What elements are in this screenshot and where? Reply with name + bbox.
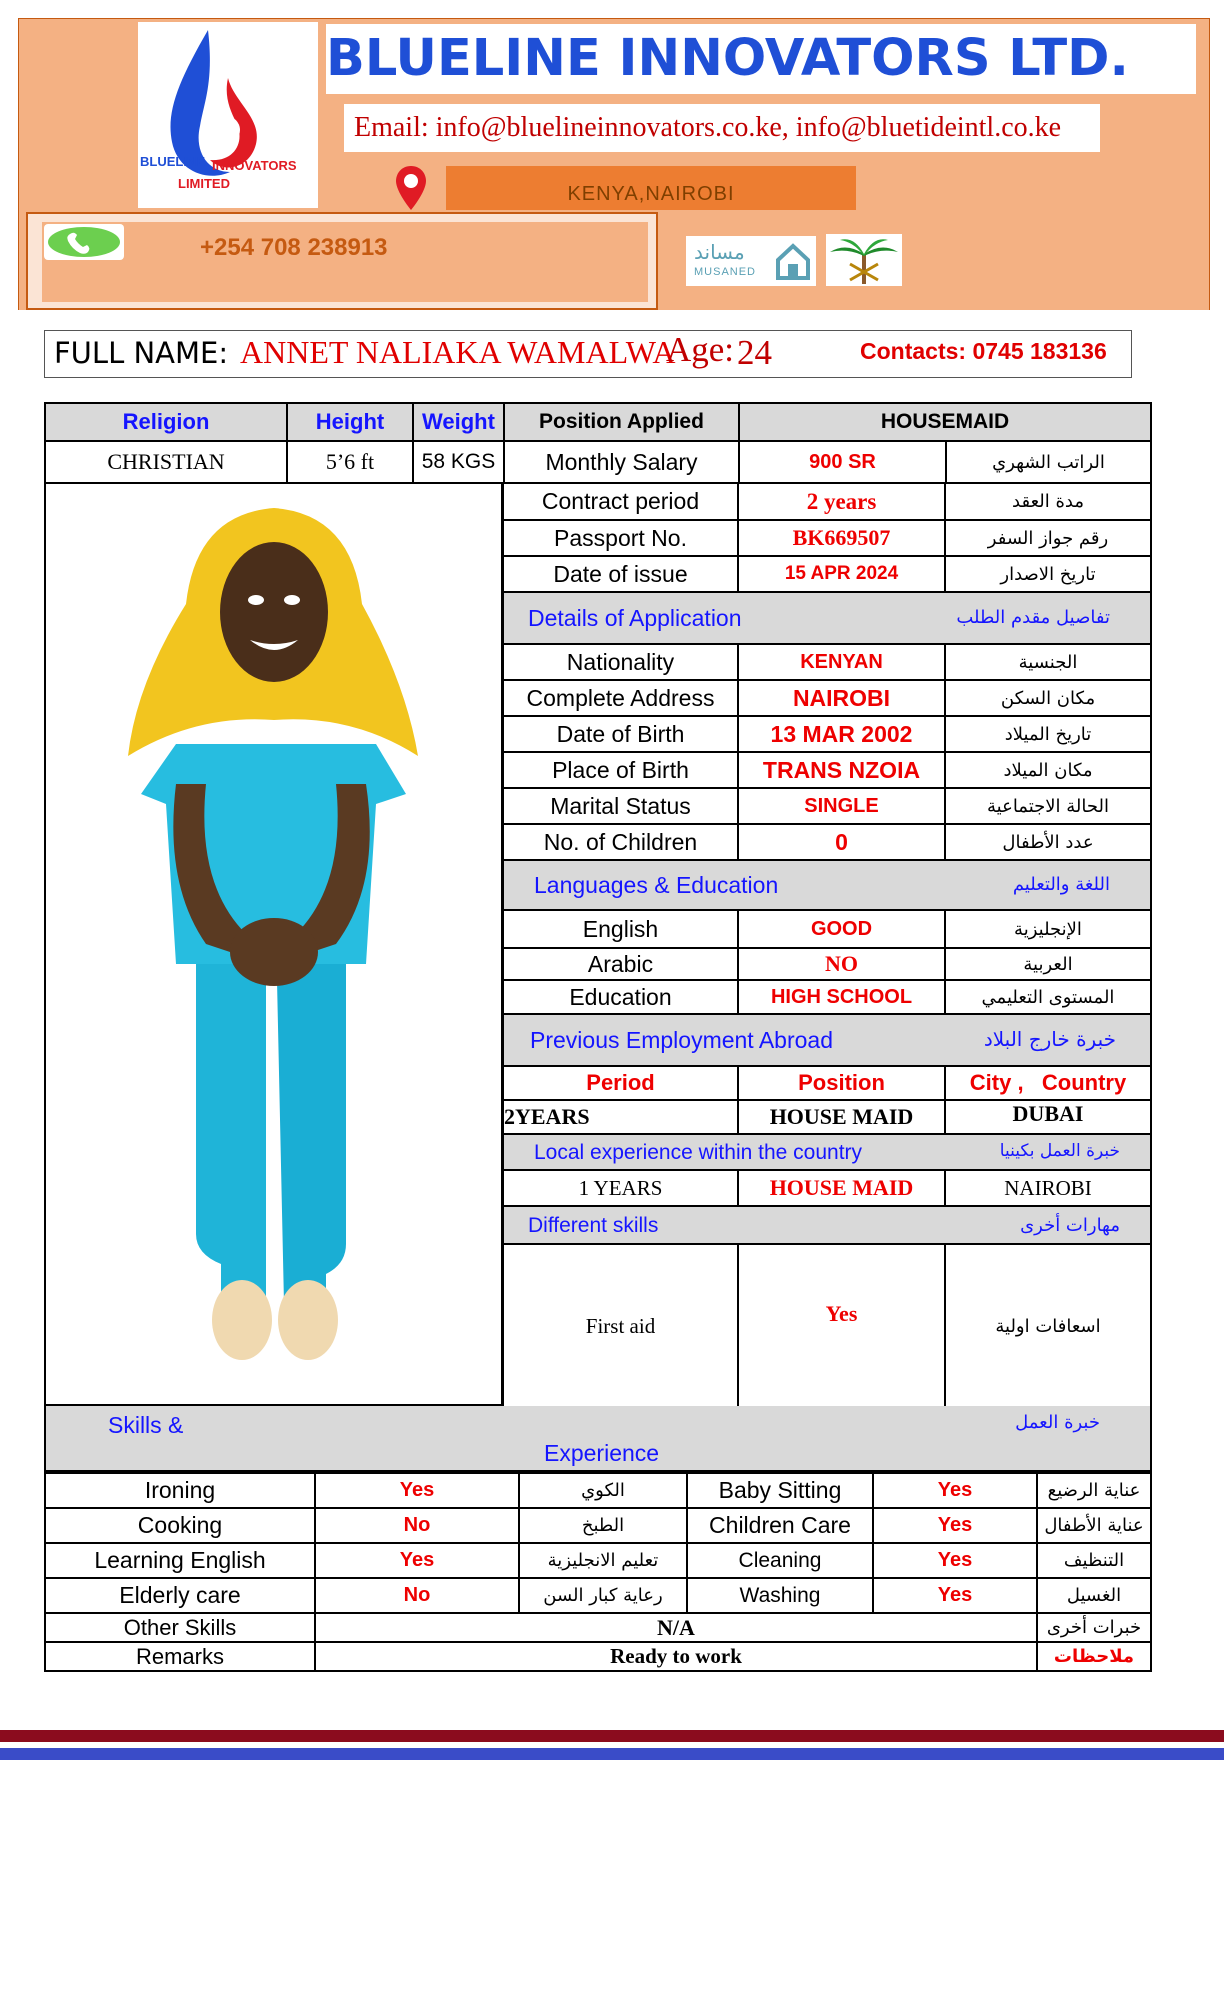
company-logo: [138, 22, 318, 208]
skill-label: Ironing: [45, 1473, 315, 1508]
religion-header: Religion: [45, 403, 287, 441]
skills-section-en: Different skills: [528, 1214, 659, 1237]
local-period: 1 YEARS: [503, 1170, 738, 1206]
skill-value: Yes: [873, 1543, 1037, 1578]
experience-section-ar: خبرة العمل: [1015, 1412, 1100, 1433]
application-arabic: الحالة الاجتماعية: [945, 788, 1151, 824]
abroad-col-position: Position: [738, 1066, 945, 1100]
local-section-en: Local experience within the country: [534, 1141, 863, 1164]
language-value: GOOD: [738, 910, 945, 948]
religion-value: CHRISTIAN: [45, 441, 287, 483]
company-name: BLUELINE INNOVATORS LTD.: [326, 24, 1196, 94]
skill-label: Children Care: [687, 1508, 873, 1543]
abroad-section-header: [503, 1014, 1151, 1066]
remarks-label: Remarks: [45, 1642, 315, 1671]
skill-arabic: تعليم الانجليزية: [519, 1543, 687, 1578]
detail-arabic: رقم جواز السفر: [945, 520, 1151, 556]
application-section-en: Details of Application: [528, 605, 742, 631]
skill-first-aid: First aid: [503, 1244, 738, 1408]
education-arabic: المستوى التعليمي: [945, 980, 1151, 1014]
full-name-value: ANNET NALIAKA WAMALWA: [240, 334, 676, 370]
languages-section-en: Languages & Education: [534, 872, 779, 898]
remarks-arabic: ملاحظات: [1037, 1642, 1151, 1671]
footer-line-red: [0, 1730, 1224, 1742]
full-name-label: FULL NAME:: [54, 336, 229, 370]
application-arabic: تاريخ الميلاد: [945, 716, 1151, 752]
skill-arabic: رعاية كبار السن: [519, 1578, 687, 1613]
other-skills-value: N/A: [315, 1613, 1037, 1642]
skill-first-aid-value: Yes: [738, 1244, 945, 1408]
detail-label: Passport No.: [503, 520, 738, 556]
skill-label: Baby Sitting: [687, 1473, 873, 1508]
skill-value: No: [315, 1578, 519, 1613]
application-label: Date of Birth: [503, 716, 738, 752]
skill-value: No: [315, 1508, 519, 1543]
language-arabic: العربية: [945, 948, 1151, 980]
skill-arabic: الغسيل: [1037, 1578, 1151, 1613]
age-value: 24: [737, 333, 772, 372]
local-position: HOUSE MAID: [738, 1170, 945, 1206]
location-pin-icon: [394, 164, 428, 217]
language-label: Arabic: [503, 948, 738, 980]
skills-table: [44, 1472, 1152, 1672]
application-label: Complete Address: [503, 680, 738, 716]
position-applied-value: HOUSEMAID: [739, 403, 1151, 441]
skill-arabic: التنظيف: [1037, 1543, 1151, 1578]
skill-value: Yes: [873, 1578, 1037, 1613]
detail-label: Date of issue: [503, 556, 738, 592]
application-arabic: عدد الأطفال: [945, 824, 1151, 860]
age-label: Age:: [666, 330, 735, 369]
candidate-photo-figure: [46, 484, 501, 1404]
application-arabic: مكان الميلاد: [945, 752, 1151, 788]
application-value: NAIROBI: [738, 680, 945, 716]
email-line: Email: info@bluelineinnovators.co.ke, info@bluetideintl.co.ke: [344, 104, 1100, 152]
skill-value: Yes: [873, 1508, 1037, 1543]
detail-label: Contract period: [503, 483, 738, 520]
logo-text-innovators: INNOVATORS: [212, 158, 297, 173]
skill-label: Learning English: [45, 1543, 315, 1578]
application-value: 13 MAR 2002: [738, 716, 945, 752]
abroad-section-ar: خبرة خارج البلاد: [983, 1027, 1116, 1051]
abroad-section-en: Previous Employment Abroad: [530, 1027, 833, 1053]
detail-arabic: الراتب الشهري: [946, 441, 1151, 483]
detail-value: 900 SR: [739, 441, 946, 483]
musaned-house-icon: [774, 242, 812, 282]
skill-value: Yes: [315, 1473, 519, 1508]
height-value: 5’6 ft: [287, 441, 413, 483]
application-value: KENYAN: [738, 644, 945, 680]
candidate-photo: [44, 482, 503, 1406]
position-applied-header: Position Applied: [504, 403, 739, 441]
languages-section-header: [503, 860, 1151, 910]
application-label: Nationality: [503, 644, 738, 680]
height-header: Height: [287, 403, 413, 441]
abroad-position: HOUSE MAID: [738, 1100, 945, 1134]
footer-line-blue: [0, 1748, 1224, 1760]
application-label: Marital Status: [503, 788, 738, 824]
application-arabic: مكان السكن: [945, 680, 1151, 716]
education-value: HIGH SCHOOL: [738, 980, 945, 1014]
other-skills-arabic: خبرات أخرى: [1037, 1613, 1151, 1642]
abroad-col-country: City , Country: [945, 1066, 1151, 1100]
application-value: TRANS NZOIA: [738, 752, 945, 788]
detail-value: 15 APR 2024: [738, 556, 945, 592]
skill-label: Elderly care: [45, 1578, 315, 1613]
detail-value: BK669507: [738, 520, 945, 556]
logo-text-blueline: BLUELINE: [140, 154, 205, 169]
education-label: Education: [503, 980, 738, 1014]
local-section-ar: خبرة العمل بكينيا: [999, 1141, 1120, 1161]
location-label: KENYA,NAIROBI: [446, 166, 856, 210]
application-value: 0: [738, 824, 945, 860]
local-section-header: [503, 1134, 1151, 1170]
palm-emblem-icon: [826, 234, 902, 286]
skill-arabic: عناية الأطفال: [1037, 1508, 1151, 1543]
experience-section-en-2: Experience: [544, 1440, 660, 1466]
other-skills-label: Other Skills: [45, 1613, 315, 1642]
skills-section-header: [503, 1206, 1151, 1244]
local-city: NAIROBI: [945, 1170, 1151, 1206]
application-label: Place of Birth: [503, 752, 738, 788]
application-label: No. of Children: [503, 824, 738, 860]
language-arabic: الإنجليزية: [945, 910, 1151, 948]
languages-section-ar: اللغة والتعليم: [1012, 874, 1110, 895]
weight-header: Weight: [413, 403, 504, 441]
phone-icon: [44, 224, 124, 260]
contacts-value: Contacts: 0745 183136: [860, 338, 1107, 364]
experience-section-header: [44, 1406, 1152, 1472]
logo-text-limited: LIMITED: [178, 176, 230, 191]
skill-arabic: الطبخ: [519, 1508, 687, 1543]
musaned-logo: [686, 236, 816, 286]
remarks-value: Ready to work: [315, 1642, 1037, 1671]
skill-label: Cleaning: [687, 1543, 873, 1578]
detail-arabic: مدة العقد: [945, 483, 1151, 520]
skill-label: Washing: [687, 1578, 873, 1613]
experience-section-en-1: Skills &: [108, 1412, 184, 1438]
language-value: NO: [738, 948, 945, 980]
detail-arabic: تاريخ الاصدار: [945, 556, 1151, 592]
skill-value: Yes: [315, 1543, 519, 1578]
skill-value: Yes: [873, 1473, 1037, 1508]
skill-arabic: الكوي: [519, 1473, 687, 1508]
details-table: [502, 482, 1152, 1409]
skills-section-ar: مهارات أخرى: [1020, 1215, 1120, 1236]
abroad-country: DUBAI: [945, 1100, 1151, 1134]
musaned-latin: MUSANED: [694, 266, 757, 278]
detail-label: Monthly Salary: [504, 441, 739, 483]
application-section-ar: تفاصيل مقدم الطلب: [956, 607, 1110, 628]
application-value: SINGLE: [738, 788, 945, 824]
skill-label: Cooking: [45, 1508, 315, 1543]
abroad-col-period: Period: [503, 1066, 738, 1100]
weight-value: 58 KGS: [413, 441, 504, 483]
abroad-period: 2YEARS: [503, 1100, 738, 1134]
language-label: English: [503, 910, 738, 948]
detail-value: 2 years: [738, 483, 945, 520]
skill-first-aid-arabic: اسعافات اولية: [945, 1244, 1151, 1408]
musaned-arabic: مساند: [694, 240, 745, 264]
phone-number: +254 708 238913: [200, 234, 388, 261]
application-arabic: الجنسية: [945, 644, 1151, 680]
application-section-header: [503, 592, 1151, 644]
skill-arabic: عناية الرضيع: [1037, 1473, 1151, 1508]
top-info-table: [44, 402, 1152, 484]
